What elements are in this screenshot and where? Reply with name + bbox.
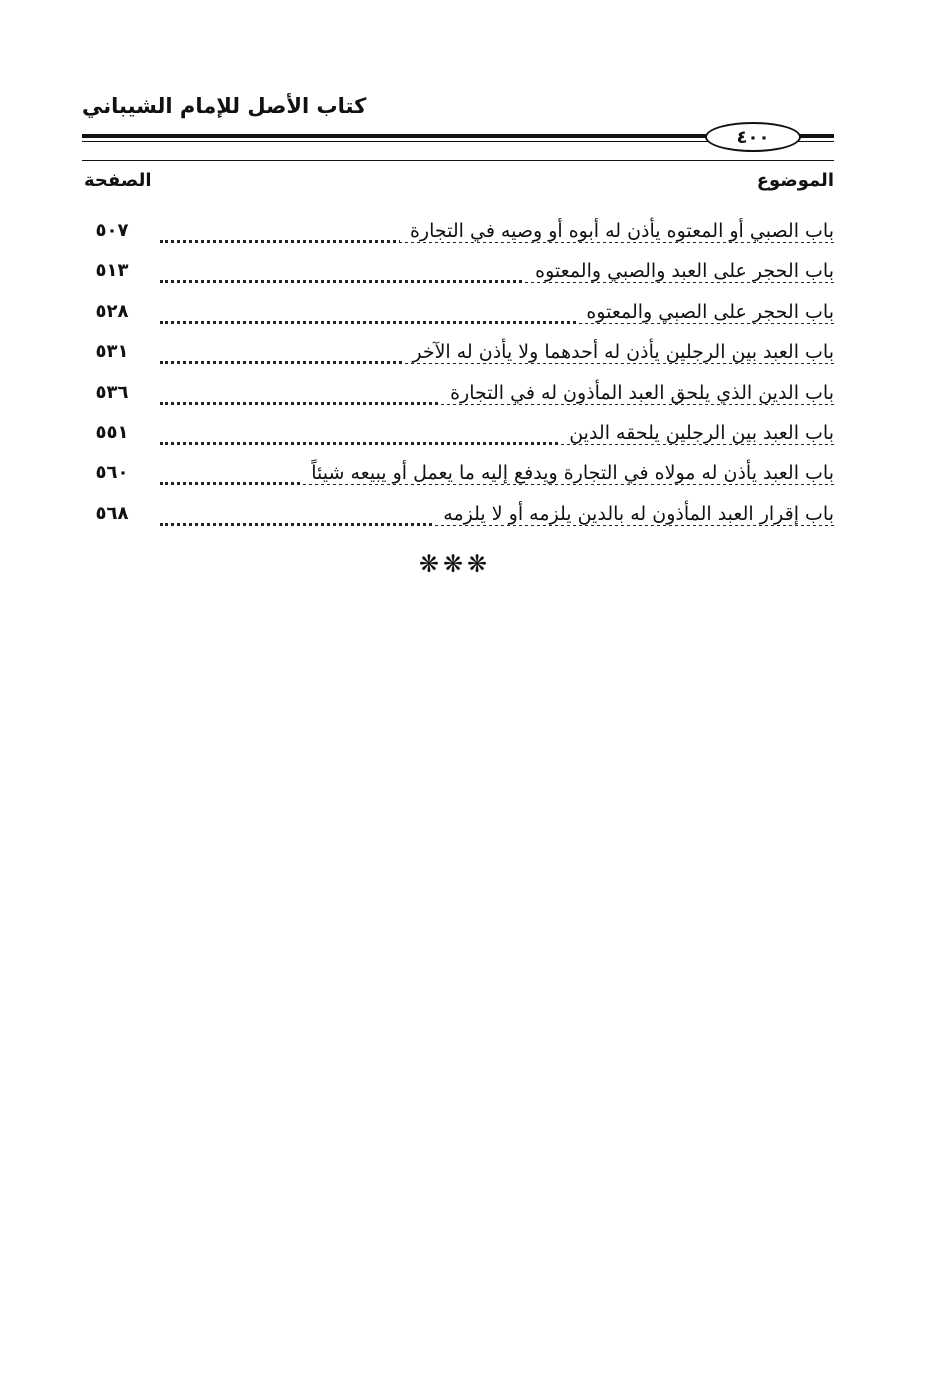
entry-page: ٥١٣: [95, 260, 129, 282]
entry-title: باب الصبي أو المعتوه يأذن له أبوه أو وصيه في التجارة: [400, 220, 834, 242]
entry-title: باب الحجر على الصبي والمعتوه: [576, 301, 834, 323]
entry-title: باب إقرار العبد المأذون له بالدين يلزمه أو لا يلزمه: [433, 503, 834, 525]
toc-entry: [82, 258, 834, 298]
page-number-badge: [705, 122, 801, 152]
entry-page: ٥٥١: [95, 421, 129, 443]
toc-entry: [82, 299, 834, 339]
entry-title: باب الحجر على العبد والصبي والمعتوه: [525, 260, 834, 282]
entry-page: ٥٢٨: [95, 300, 129, 322]
entry-page: ٥٦٠: [95, 462, 129, 484]
entry-page: ٥٦٨: [95, 502, 129, 524]
topic-column-heading: الموضوع: [756, 170, 834, 191]
toc-entry: [82, 218, 834, 258]
entry-title: باب العبد يأذن له مولاه في التجارة ويدفع إليه ما يعمل أو يبيعه شيئاً: [301, 462, 834, 484]
page-number: ٤٠٠: [736, 126, 770, 148]
entry-title: باب العبد بين الرجلين يأذن له أحدهما ولا يأذن له الآخر: [402, 341, 834, 363]
table-of-contents: [82, 218, 834, 541]
header-rule-lower: [82, 160, 834, 161]
toc-entry: [82, 501, 834, 541]
entry-page: ٥٣٦: [95, 381, 129, 403]
entry-page: ٥٠٧: [95, 220, 129, 241]
page-column-heading: الصفحة: [84, 170, 152, 191]
toc-entry: [82, 420, 834, 460]
book-title: كتاب الأصل للإمام الشيباني: [82, 94, 367, 118]
entry-page: ٥٣١: [95, 341, 129, 363]
entry-title: باب الدين الذي يلحق العبد المأذون له في التجارة: [440, 382, 834, 404]
toc-entry: [82, 380, 834, 420]
entry-title: باب العبد بين الرجلين يلحقه الدين: [559, 422, 834, 444]
toc-entry: [82, 460, 834, 500]
section-end-ornament: ❋❋❋: [418, 550, 492, 578]
toc-entry: [82, 339, 834, 379]
